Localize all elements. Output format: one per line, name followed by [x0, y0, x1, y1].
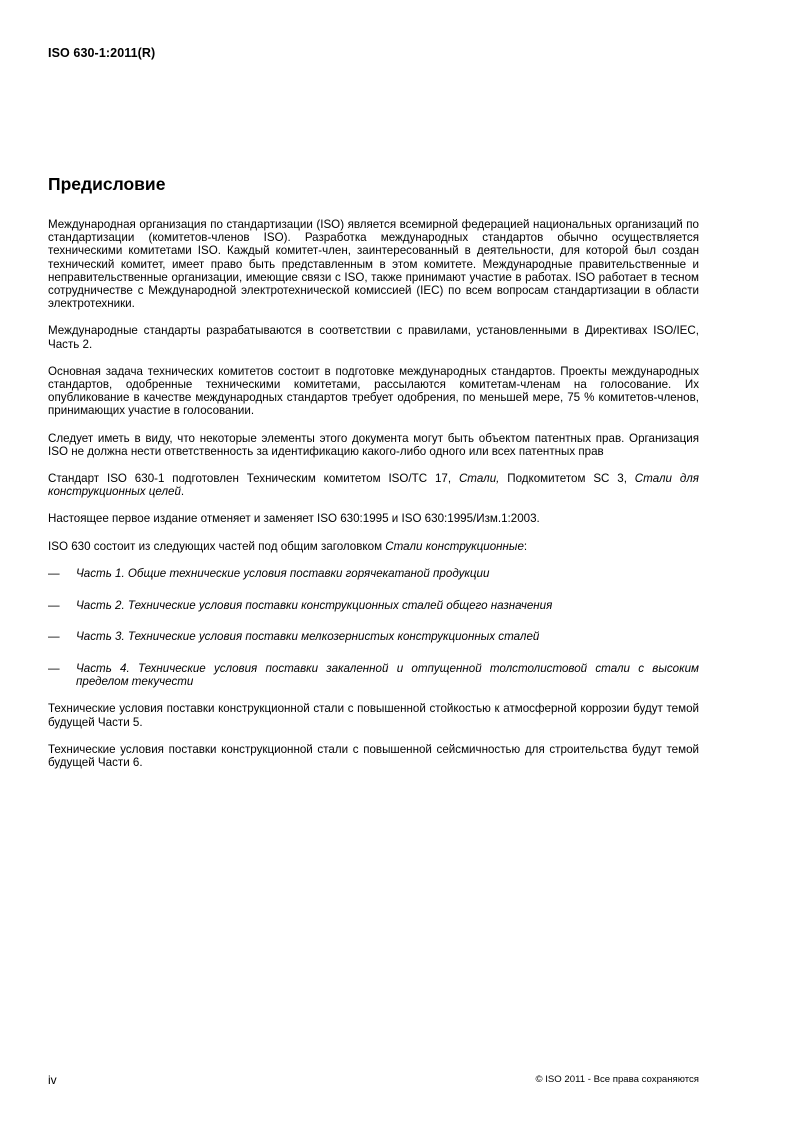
copyright-notice: © ISO 2011 - Все права сохраняются [535, 1074, 699, 1085]
dash-marker: — [48, 630, 60, 644]
document-id: ISO 630-1:2011(R) [48, 46, 156, 60]
subcommittee-name: Стали для конструкционных целей [48, 472, 699, 499]
dash-marker: — [48, 566, 60, 580]
paragraph-prepared-by [48, 472, 699, 498]
dash-marker: — [48, 661, 60, 675]
part-title: Часть 2. Технические условия поставки конструкционных сталей общего назначения [76, 598, 553, 612]
page-number: iv [48, 1073, 57, 1087]
sentence-end: . [180, 485, 185, 499]
part-title: Часть 1. Общие технические условия поставки горячекатаной продукции [76, 566, 490, 580]
parts-intro-text: ISO 630 состоит из следующих частей под общим заголовком [48, 539, 386, 553]
part-title: Часть 3. Технические условия поставки мелкозернистых конструкционных сталей [76, 630, 540, 644]
parts-intro-colon: : [523, 539, 528, 553]
paragraph-edition: Настоящее первое издание отменяет и заменяет ISO 630:1995 и ISO 630:1995/Изм.1:2003. [48, 512, 540, 526]
paragraph-future-part-6: Технические условия поставки конструкционной стали с повышенной сейсмичностью для строительства будут темой будущей Части 6. [48, 742, 699, 769]
general-title: Стали конструкционные [385, 539, 524, 553]
paragraph-future-part-5: Технические условия поставки конструкционной стали с повышенной стойкостью к атмосферной коррозии будут темой будущей Части 5. [48, 702, 699, 729]
part-title: Часть 4. Технические условия поставки закаленной и отпущенной толстолистовой стали с высоким пределом текучести [76, 661, 699, 689]
list-item [48, 599, 699, 612]
paragraph-parts-intro [48, 540, 699, 553]
parts-list [48, 567, 699, 689]
list-item [48, 630, 699, 643]
paragraph-directives: Международные стандарты разрабатываются в соответствии с правилами, установленными в Директивах ISO/IEC, Часть 2. [48, 324, 699, 351]
foreword-body [48, 218, 699, 769]
subcommittee-text: Подкомитетом SC 3, [499, 472, 635, 486]
paragraph-iso-overview: Международная организация по стандартизации (ISO) является всемирной федерацией национальных организаций по стандартизации (комитетов-членов ISO). Разработка международных стандартов обычно осуществляется техническими комитетами ISO. Каждый комитет-член, заинтересованный в деятельности, для которой был создан технический комитет, имеет право быть представленным в этом комитете. Международные правительственные и неправительственные организации, имеющие связи с ISO, также принимают участие в работах. ISO работает в тесном сотрудничестве с Международной электротехнической комиссией (IEC) по всем вопросам стандартизации в области электротехники. [48, 218, 699, 311]
paragraph-patent-rights: Следует иметь в виду, что некоторые элементы этого документа могут быть объектом патентных прав. Организация ISO не должна нести ответственность за идентификацию какого-либо одного или всех патентных прав [48, 431, 699, 458]
prepared-by-text: Стандарт ISO 630-1 подготовлен Техническим комитетом ISO/TC 17, [48, 472, 459, 486]
paragraph-committee-task: Основная задача технических комитетов состоит в подготовке международных стандартов. Проекты международных стандартов, одобренные техническими комитетами, рассылаются комитетам-членам на голосование. Их опубликование в качестве международных стандартов требует одобрения, по меньшей мере, 75 % комитетов-членов, принимающих участие в голосовании. [48, 364, 699, 418]
dash-marker: — [48, 598, 60, 612]
list-item [48, 567, 699, 580]
page-title: Предисловие [48, 174, 166, 194]
list-item [48, 662, 699, 688]
committee-name: Стали, [458, 472, 500, 486]
